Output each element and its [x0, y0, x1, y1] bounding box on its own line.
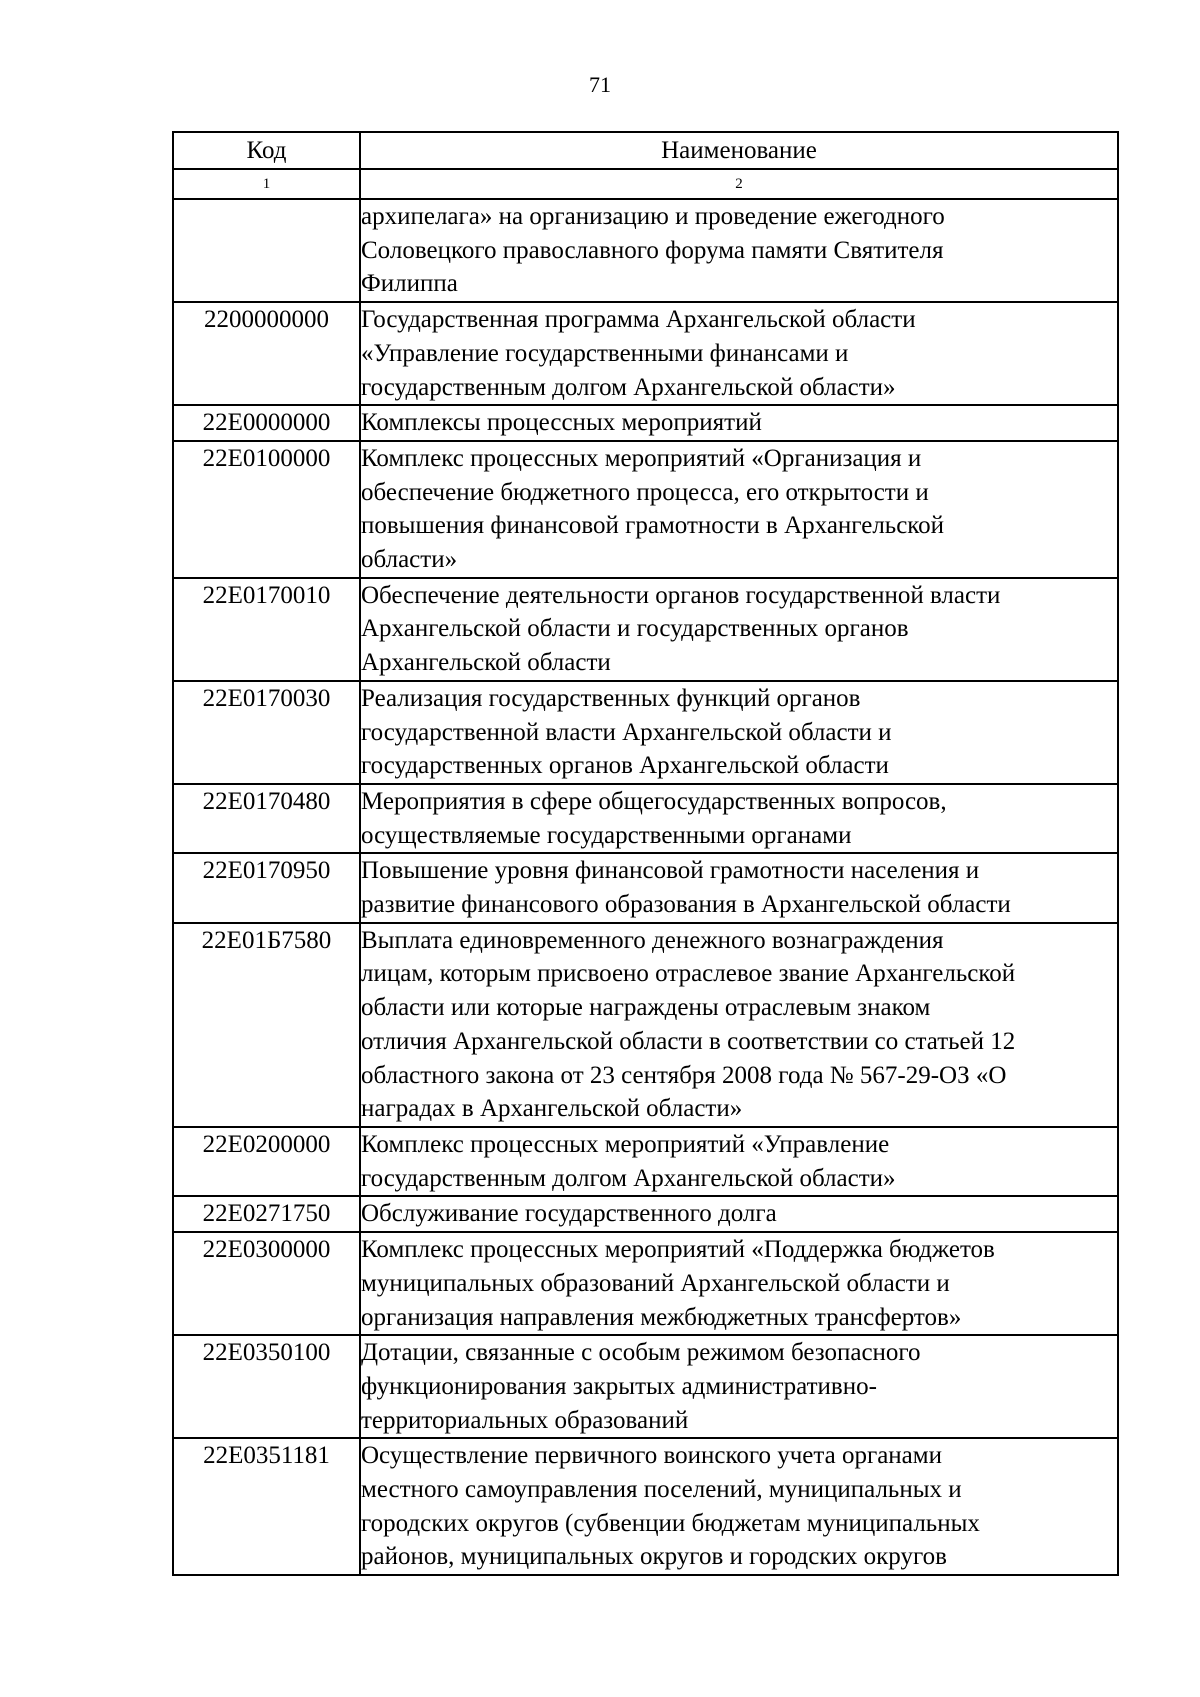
table-row [173, 199, 1118, 302]
page-number: 71 [589, 72, 611, 97]
table-row [173, 923, 1118, 1127]
row-name: Реализация государственных функций органов государственной власти Архангельской области и государственных органов Архангельской области [360, 681, 1118, 784]
row-code: 22Е0170950 [173, 853, 360, 922]
table-row [173, 302, 1118, 405]
column-number-code: 1 [173, 169, 360, 199]
row-name: Выплата единовременного денежного вознаграждения лицам, которым присвоено отраслевое звание Архангельской области или которые награждены отраслевым знаком отличия Архангельской области в соответствии со статьей 12 областного закона от 23 сентября 2008 года № 567-29-ОЗ «О наградах в Архангельской области» [360, 923, 1118, 1127]
row-code: 22Е01Б7580 [173, 923, 360, 1127]
row-name: архипелага» на организацию и проведение ежегодного Соловецкого православного форума памяти Святителя Филиппа [360, 199, 1118, 302]
row-code: 22Е0100000 [173, 441, 360, 578]
row-name: Комплекс процессных мероприятий «Организация и обеспечение бюджетного процесса, его открытости и повышения финансовой грамотности в Архангельской области» [360, 441, 1118, 578]
classification-table [172, 131, 1119, 1576]
row-code: 22Е0170010 [173, 578, 360, 681]
row-name: Комплекс процессных мероприятий «Поддержка бюджетов муниципальных образований Архангельской области и организация направления межбюджетных трансфертов» [360, 1232, 1118, 1335]
table-row [173, 441, 1118, 578]
row-code [173, 199, 360, 302]
header-code: Код [173, 132, 360, 169]
row-name: Государственная программа Архангельской области «Управление государственными финансами и государственным долгом Архангельской области» [360, 302, 1118, 405]
row-name: Повышение уровня финансовой грамотности населения и развитие финансового образования в Архангельской области [360, 853, 1118, 922]
row-code: 22Е0350100 [173, 1335, 360, 1438]
row-name: Обслуживание государственного долга [360, 1196, 1118, 1232]
table-row [173, 681, 1118, 784]
table-row [173, 405, 1118, 441]
header-name: Наименование [360, 132, 1118, 169]
row-code: 22Е0351181 [173, 1438, 360, 1575]
row-name: Обеспечение деятельности органов государственной власти Архангельской области и государственных органов Архангельской области [360, 578, 1118, 681]
table-row [173, 578, 1118, 681]
row-code: 2200000000 [173, 302, 360, 405]
header-row [173, 132, 1118, 169]
row-name: Комплекс процессных мероприятий «Управление государственным долгом Архангельской области» [360, 1127, 1118, 1196]
table-row [173, 784, 1118, 853]
row-name: Мероприятия в сфере общегосударственных вопросов, осуществляемые государственными органами [360, 784, 1118, 853]
row-code: 22Е0200000 [173, 1127, 360, 1196]
row-name: Дотации, связанные с особым режимом безопасного функционирования закрытых административно- территориальных образований [360, 1335, 1118, 1438]
column-number-name: 2 [360, 169, 1118, 199]
table-row [173, 1438, 1118, 1575]
table-row [173, 1335, 1118, 1438]
table-row [173, 853, 1118, 922]
table-row [173, 1232, 1118, 1335]
row-name: Комплексы процессных мероприятий [360, 405, 1118, 441]
row-code: 22Е0300000 [173, 1232, 360, 1335]
table-row [173, 1196, 1118, 1232]
row-code: 22Е0170030 [173, 681, 360, 784]
row-code: 22Е0170480 [173, 784, 360, 853]
row-name: Осуществление первичного воинского учета органами местного самоуправления поселений, муниципальных и городских округов (субвенции бюджетам муниципальных районов, муниципальных округов и городских округов [360, 1438, 1118, 1575]
row-code: 22Е0000000 [173, 405, 360, 441]
table-row [173, 1127, 1118, 1196]
row-code: 22Е0271750 [173, 1196, 360, 1232]
column-number-row [173, 169, 1118, 199]
